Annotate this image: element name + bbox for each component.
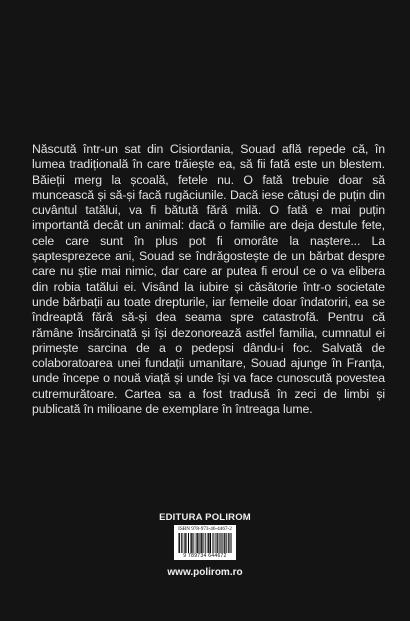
barcode-bar [190,533,191,553]
barcode-bar [208,533,209,553]
barcode-bar [229,533,230,553]
barcode-bar [210,533,211,553]
barcode-bar [197,533,198,553]
barcode-bar [220,533,221,553]
barcode-bar [217,533,218,553]
barcode-bar [182,533,183,553]
barcode-bars [178,533,232,553]
barcode-bar [209,533,210,553]
barcode-bar [199,533,200,553]
barcode-bar [178,533,179,553]
barcode-bar [207,533,208,553]
barcode-bar [218,533,219,553]
barcode-bar [224,533,225,553]
isbn-number: ISBN 978-973-46-4467-2 [178,526,232,532]
barcode-bar [215,533,216,553]
barcode-bar [181,533,182,553]
barcode-bar [228,533,229,553]
barcode-bar [213,533,214,553]
barcode-bar [192,533,193,553]
barcode-bar [193,533,194,553]
barcode-bar [226,533,227,553]
barcode-bar [188,533,189,553]
barcode [174,525,236,560]
barcode-bar [217,533,218,553]
barcode-bar [179,533,180,553]
barcode-bar [183,533,184,553]
barcode-bar [180,533,181,553]
barcode-digits: 9 789734 644672 [183,553,227,559]
barcode-bar [212,533,213,553]
barcode-bar [205,533,206,553]
barcode-bar [203,533,204,553]
barcode-bar [191,533,192,553]
barcode-bar [226,533,227,553]
barcode-bar [188,533,189,553]
barcode-bar [195,533,196,553]
barcode-bar [216,533,217,553]
barcode-bar [197,533,198,553]
publisher-name: EDITURA POLIROM [159,512,251,523]
barcode-bar [202,533,203,553]
barcode-bar [186,533,187,553]
barcode-bar [192,533,193,553]
barcode-bar [231,533,232,553]
barcode-bar [211,533,212,553]
publisher-website: www.polirom.ro [167,567,243,578]
barcode-bar [201,533,202,553]
barcode-bar [202,533,203,553]
barcode-bar [205,533,206,553]
barcode-bar [185,533,186,553]
barcode-bar [224,533,225,553]
barcode-bar [221,533,222,553]
barcode-bar [184,533,185,553]
barcode-bar [208,533,209,553]
barcode-bar [228,533,229,553]
barcode-bar [222,533,223,553]
barcode-bar [219,533,220,553]
barcode-bar [200,533,201,553]
barcode-bar [230,533,231,553]
barcode-bar [225,533,226,553]
barcode-bar [198,533,199,553]
barcode-bar [196,533,197,553]
book-blurb: Născută într-un sat din Cisiordania, Souad află repede că, în lumea tradițională în care trăiește ea, să fii fată este un blestem. Băieții merg la școală, fetele nu. O fată trebuie doar să muncească și să-și facă rugăciunile. Dacă iese câtuși de puțin din cuvântul tatălui, va fi bătută fără milă. O fată e mai puțin importantă decât un animal: dacă o familie are deja destule fete, cele care sunt în plus pot fi omorâte la naștere... La șaptesprezece ani, Souad se îndrăgostește de un bărbat despre care nu știe mai nimic, dar care ar putea fi eroul ce o va elibera din robia tatălui ei. Visând la iubire și căsătorie într-o societate unde bărbații au toate drepturile, iar femeile doar îndatoriri, ea se îndreaptă fără să-și dea seama spre catastrofă. Pentru că rămâne însărcinată și își dezonorează astfel familia, cumnatul ei primește sarcina de a o pedepsi dându-i foc. Salvată de colaboratoarea unei fundații umanitare, Souad ajunge în Franța, unde începe o nouă viață și unde își va face cunoscută povestea cutremurătoare. Cartea sa a fost tradusă în zeci de limbi și publicată în milioane de exemplare în întreaga lume. [32,142,385,417]
barcode-bar [185,533,186,553]
